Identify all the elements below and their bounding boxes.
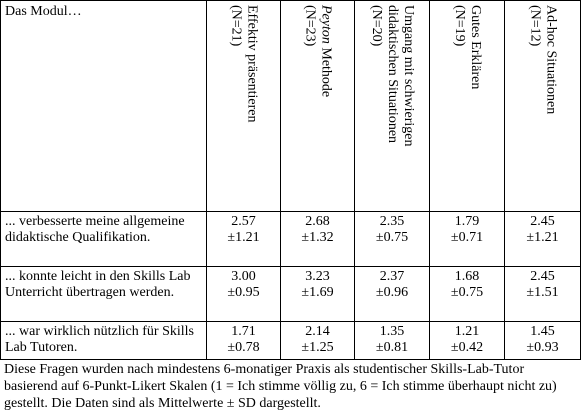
table-cell <box>281 267 355 322</box>
table-cell <box>505 212 581 267</box>
cell-sd: ±1.51 <box>526 285 559 300</box>
column-header-n: (N=21) <box>228 5 244 47</box>
table-cell <box>505 267 581 322</box>
table-cell <box>430 212 505 267</box>
cell-mean: 2.37 <box>379 269 405 284</box>
column-header-effektiv <box>207 1 281 212</box>
table-row <box>1 322 581 360</box>
cell-sd: ±0.96 <box>375 285 409 300</box>
cell-mean: 1.79 <box>454 214 480 229</box>
cell-sd: ±1.32 <box>301 230 334 245</box>
cell-mean: 1.71 <box>231 324 256 339</box>
column-header-n: (N=20) <box>369 5 384 47</box>
table-cell <box>355 267 430 322</box>
table-cell <box>207 322 281 360</box>
column-header-title: Effektiv präsentieren <box>244 5 260 123</box>
header-row <box>1 1 581 212</box>
cell-mean: 2.14 <box>305 324 330 339</box>
cell-mean: 2.45 <box>530 214 555 229</box>
cell-mean: 1.21 <box>454 324 480 339</box>
cell-sd: ±1.25 <box>301 340 334 355</box>
column-header-erklaeren <box>430 1 505 212</box>
cell-mean: 2.35 <box>379 214 405 229</box>
column-header-n: (N=23) <box>302 5 318 47</box>
cell-sd: ±1.21 <box>526 230 559 245</box>
cell-sd: ±1.69 <box>301 285 334 300</box>
cell-mean: 3.00 <box>231 269 256 284</box>
table-cell <box>430 267 505 322</box>
table-cell <box>430 322 505 360</box>
column-header-n: (N=12) <box>527 5 543 47</box>
cell-mean: 1.68 <box>454 269 480 284</box>
table-cell <box>281 322 355 360</box>
cell-mean: 1.35 <box>379 324 405 339</box>
cell-mean: 2.45 <box>530 269 555 284</box>
table-cell <box>505 322 581 360</box>
cell-sd: ±0.78 <box>227 340 260 355</box>
table-row <box>1 267 581 322</box>
row-label: ... konnte leicht in den Skills Lab Unterricht übertragen werden. <box>1 267 207 322</box>
table-cell <box>207 212 281 267</box>
column-header-n: (N=19) <box>452 5 467 47</box>
cell-mean: 1.45 <box>530 324 555 339</box>
column-header-title: Umgang mit schwierigen <box>401 5 416 147</box>
cell-sd: ±0.71 <box>450 230 484 245</box>
cell-sd: ±0.42 <box>450 340 484 355</box>
table-cell <box>281 212 355 267</box>
table-cell <box>355 212 430 267</box>
table-row <box>1 212 581 267</box>
cell-mean: 3.23 <box>305 269 330 284</box>
column-header-adhoc <box>505 1 581 212</box>
column-header-title: Methode <box>318 43 334 98</box>
row-label: ... verbesserte meine allgemeine didaktische Qualifikation. <box>1 212 207 267</box>
row-label: ... war wirklich nützlich für Skills Lab Tutoren. <box>1 322 207 360</box>
column-header-umgang <box>355 1 430 212</box>
cell-sd: ±0.95 <box>227 285 260 300</box>
column-header-title: Ad-hoc Situationen <box>543 5 559 115</box>
column-header-title: Gutes Erklären <box>468 5 483 90</box>
corner-label: Das Modul… <box>1 1 207 212</box>
column-header-title-line2: didaktischen Situationen <box>385 5 400 144</box>
column-header-title-italic: Peyton <box>318 5 334 44</box>
cell-mean: 2.57 <box>231 214 256 229</box>
cell-mean: 2.68 <box>305 214 330 229</box>
table-footnote: Diese Fragen wurden nach mindestens 6-monatiger Praxis als studentischer Skills-Lab-Tutor basierend auf 6-Punkt-Likert Skalen (1 = Ich stimme völlig zu, 6 = Ich stimme überhaupt nicht zu) gestellt. Die Daten sind als Mittelwerte ± SD dargestellt. <box>4 362 557 411</box>
cell-sd: ±1.21 <box>227 230 260 245</box>
cell-sd: ±0.75 <box>375 230 409 245</box>
column-header-peyton <box>281 1 355 212</box>
table-cell <box>207 267 281 322</box>
cell-sd: ±0.75 <box>450 285 484 300</box>
table-cell <box>355 322 430 360</box>
cell-sd: ±0.93 <box>526 340 559 355</box>
cell-sd: ±0.81 <box>375 340 409 355</box>
